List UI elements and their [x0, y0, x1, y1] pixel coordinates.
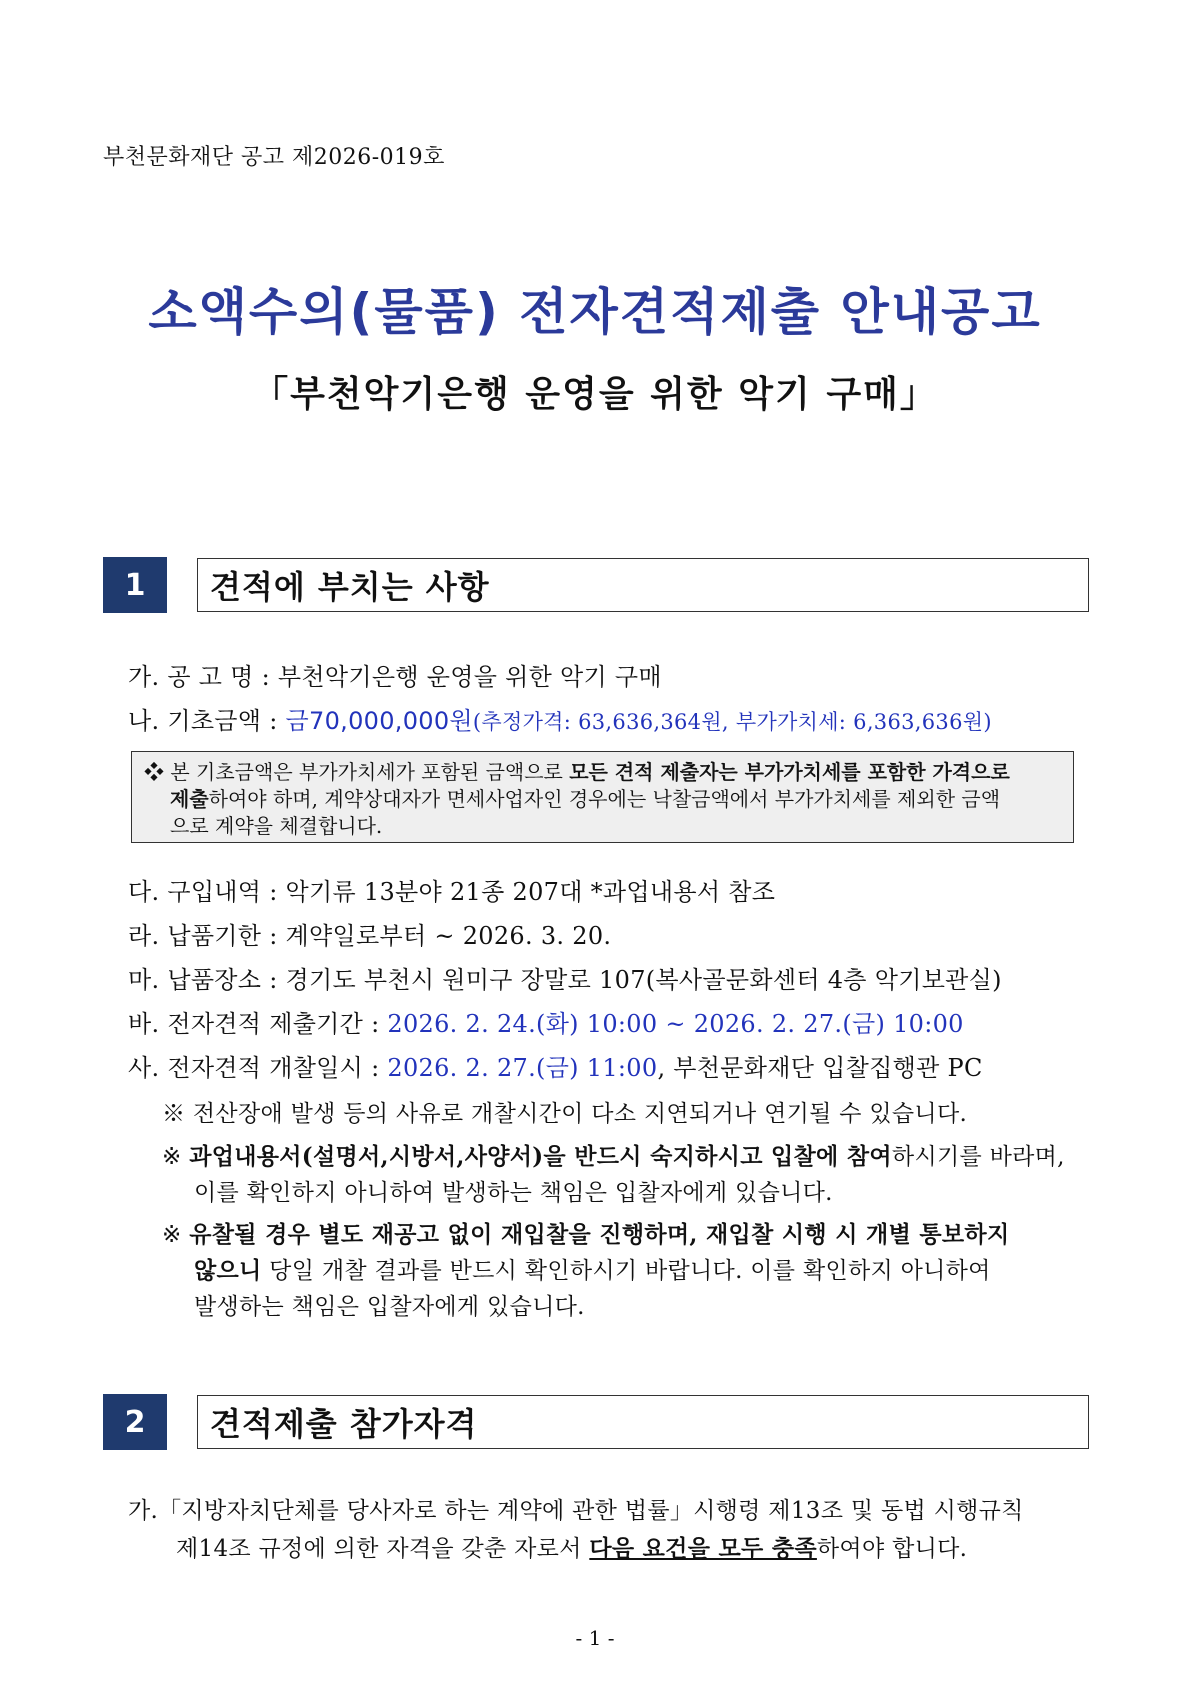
note-line3-text: 으로 계약을 체결합니다. — [170, 814, 383, 838]
item-da-value: 악기류 13분야 21종 207대 *과업내용서 참조 — [285, 878, 776, 906]
qualification-line-2 — [176, 1530, 967, 1563]
qualification-line-1: 가.「지방자치단체를 당사자로 하는 계약에 관한 법률」시행령 제13조 및 동법 시행규칙 — [128, 1498, 1024, 1524]
item-na-label: 나. 기초금액 : — [128, 707, 278, 735]
remark-2-line2: 이를 확인하지 아니하여 발생하는 책임은 입찰자에게 있습니다. — [194, 1180, 833, 1206]
remark-2-bold: 과업내용서(설명서,시방서,사양서)을 반드시 숙지하시고 입찰에 참여 — [189, 1143, 892, 1170]
item-ra — [128, 916, 611, 951]
item-ma-label: 마. 납품장소 : — [128, 966, 278, 994]
item-na — [128, 701, 992, 736]
section-2-heading: 견적제출 참가자격 — [197, 1395, 1089, 1449]
submission-period: 2026. 2. 24.(화) 10:00 ~ 2026. 2. 27.(금) 10:00 — [387, 1010, 964, 1038]
item-ma — [128, 960, 1002, 995]
page-number: - 1 - — [575, 1626, 615, 1650]
remark-3-line2 — [194, 1252, 991, 1285]
qualification-line-2-pre: 제14조 규정에 의한 자격을 갖춘 자로서 — [176, 1536, 590, 1562]
page-subtitle: 「부천악기은행 운영을 위한 악기 구매」 — [252, 374, 938, 415]
item-sa — [128, 1048, 983, 1083]
remark-2-rest: 하시기를 바라며, — [891, 1144, 1065, 1170]
opening-place: , 부천문화재단 입찰집행관 PC — [657, 1054, 983, 1082]
note-line2-text: 하여야 하며, 계약상대자가 면세사업자인 경우에는 낙찰금액에서 부가가치세를 제외한 금액 — [208, 787, 1001, 811]
section-2-number: 2 — [103, 1394, 167, 1450]
remark-2-mark: ※ — [162, 1144, 182, 1170]
item-ra-value: 계약일로부터 ~ 2026. 3. 20. — [285, 922, 612, 950]
note-line1-text: 본 기초금액은 부가가치세가 포함된 금액으로 — [170, 760, 570, 784]
item-ga — [128, 657, 662, 692]
base-amount: 금70,000,000원 — [285, 707, 473, 735]
qualification-line-2-post: 하여야 합니다. — [816, 1536, 968, 1562]
notice-number: 부천문화재단 공고 제2026-019호 — [103, 145, 445, 170]
item-da — [128, 872, 775, 907]
item-sa-label: 사. 전자견적 개찰일시 : — [128, 1054, 380, 1082]
vat-note-box — [131, 751, 1074, 843]
remark-3-bold: 유찰될 경우 별도 재공고 없이 재입찰을 진행하며, 재입찰 시행 시 개별 통보하지 — [189, 1221, 1010, 1248]
remark-3-line3: 발생하는 책임은 입찰자에게 있습니다. — [194, 1294, 585, 1320]
note-line2-bold: 제출 — [170, 787, 209, 811]
page-title: 소액수의(물품) 전자견적제출 안내공고 — [148, 283, 1042, 341]
remark-2 — [162, 1138, 1065, 1171]
qualification-requirement: 다음 요건을 모두 충족 — [589, 1535, 817, 1562]
item-ba — [128, 1004, 964, 1039]
remark-1: ※ 전산장애 발생 등의 사유로 개찰시간이 다소 지연되거나 연기될 수 있습니다. — [162, 1101, 968, 1127]
remark-3-rest2: 당일 개찰 결과를 반드시 확인하시기 바랍니다. 이를 확인하지 아니하여 — [261, 1258, 991, 1284]
item-ma-value: 경기도 부천시 원미구 장말로 107(복사골문화센터 4층 악기보관실) — [285, 966, 1002, 994]
note-line1-bold: 모든 견적 제출자는 부가가치세를 포함한 가격으로 — [569, 760, 1010, 784]
remark-3 — [162, 1216, 1009, 1249]
opening-datetime: 2026. 2. 27.(금) 11:00 — [387, 1054, 658, 1082]
remark-3-mark: ※ — [162, 1222, 182, 1248]
item-ra-label: 라. 납품기한 : — [128, 922, 278, 950]
section-1-heading: 견적에 부치는 사항 — [197, 558, 1089, 612]
item-da-label: 다. 구입내역 : — [128, 878, 278, 906]
item-ga-label: 가. 공 고 명 : — [128, 663, 270, 691]
note-symbol-icon: ❖ — [144, 760, 164, 784]
item-ba-label: 바. 전자견적 제출기간 : — [128, 1010, 380, 1038]
section-1-number: 1 — [103, 557, 167, 613]
base-amount-detail: (추정가격: 63,636,364원, 부가가치세: 6,363,636원) — [472, 710, 992, 734]
item-ga-value: 부천악기은행 운영을 위한 악기 구매 — [277, 663, 662, 691]
remark-3-bold2: 않으니 — [194, 1257, 262, 1284]
